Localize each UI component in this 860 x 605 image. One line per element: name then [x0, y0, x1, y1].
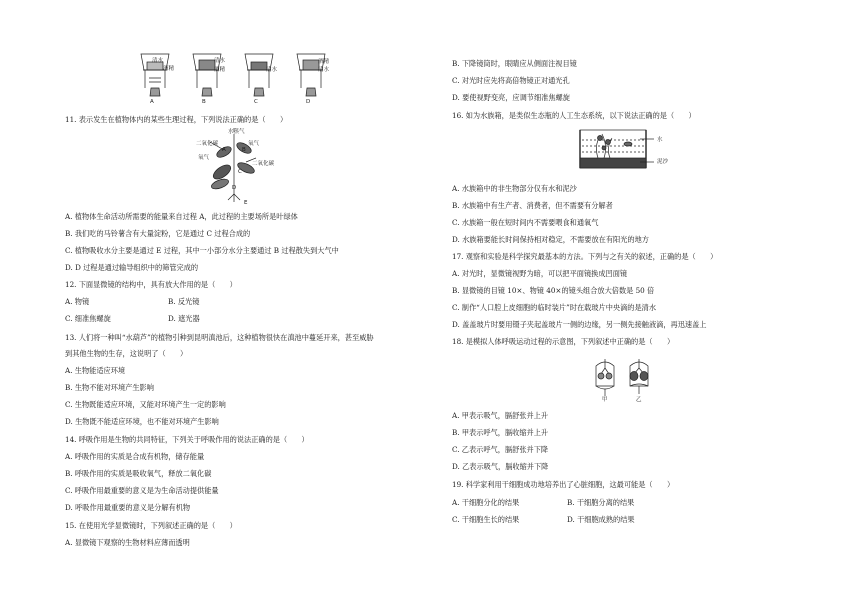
- q18-option-d: D. 乙表示吸气，膈收缩并下降: [452, 462, 549, 471]
- fig10-label-b1: 清水: [214, 58, 226, 64]
- plant-label-e: E: [244, 200, 248, 206]
- q13-option-c: C. 生物既能适应环境，又能对环境产生一定的影响: [65, 400, 226, 409]
- q19-option-a: A. 干细胞分化的结果: [452, 498, 520, 507]
- q13-option-a: A. 生物能适应环境: [65, 366, 126, 375]
- q19-option-d: D. 干细胞成熟的结果: [567, 515, 635, 524]
- q14-stem: 14. 呼吸作用是生物的共同特征，下列关于呼吸作用的说法正确的是（ ）: [65, 435, 309, 444]
- plant-label-vapor: 水蒸气: [228, 129, 245, 135]
- q16-option-c: C. 水族箱一般在短时间内不需要喂食和通氧气: [452, 218, 599, 227]
- q15-option-b: B. 下降镜筒时，眼睛应从侧面注视目镜: [452, 59, 577, 68]
- beakers-figure: [135, 48, 335, 106]
- q12-stem: 12. 下面显微镜的结构中，具有放大作用的是（ ）: [65, 280, 237, 289]
- fig10-label-b2: 酒精: [214, 67, 226, 73]
- q16-option-a: A. 水族箱中的非生物部分仅有水和泥沙: [452, 184, 577, 193]
- q11-option-d: D. D 过程是通过输导组织中的筛管完成的: [65, 263, 199, 272]
- q15-stem: 15. 在使用光学显微镜时，下列叙述正确的是（ ）: [65, 521, 237, 530]
- q18-option-c: C. 乙表示呼气，膈舒张并下降: [452, 445, 549, 454]
- aquarium-figure: [578, 126, 658, 172]
- q14-option-d: D. 呼吸作用最重要的意义是分解有机物: [65, 503, 191, 512]
- beaker-c: [245, 54, 273, 96]
- breathing-label-jia: 甲: [602, 397, 608, 403]
- fig10-label-c1: 清水: [266, 67, 278, 73]
- q13-option-d: D. 生物既不能适应环境，也不能对环境产生影响: [65, 417, 219, 426]
- q14-option-b: B. 呼吸作用的实质是吸收氧气，释放二氧化碳: [65, 469, 212, 478]
- plant-label-o2-a: 氧气: [198, 155, 210, 161]
- plant-label-co2-a: 二氧化碳: [196, 141, 219, 147]
- fig10-label-d2: 酒精: [318, 59, 330, 65]
- q19-option-c: C. 干细胞生长的结果: [452, 515, 520, 524]
- q19-stem: 19. 科学家利用干细胞成功地培养出了心脏细胞，这最可能是（ ）: [452, 480, 675, 489]
- q16-option-b: B. 水族箱中有生产者、消费者，但不需要有分解者: [452, 201, 613, 210]
- q17-option-a: A. 对光时，显微镜视野为暗，可以把平面镜换成凹面镜: [452, 269, 628, 278]
- q17-option-b: B. 显微镜的目镜 10×、物镜 40×的镜头组合放大倍数是 50 倍: [452, 286, 655, 295]
- q15-option-d: D. 要使视野变亮，应调节细准焦螺旋: [452, 93, 570, 102]
- fig10-letter-d: D: [306, 99, 311, 105]
- plant-label-co2-b: 二氧化碳: [252, 161, 275, 167]
- q17-option-d: D. 盖盖玻片时要用镊子夹起盖玻片一侧的边缘，另一侧先接触液滴，再迅速盖上: [452, 320, 707, 329]
- q13-stem-2: 到其他生物的生存，这说明了（ ）: [65, 349, 188, 358]
- q16-stem: 16. 如为水族箱，是类似生态瓶的人工生态系统，以下说法正确的是（ ）: [452, 111, 696, 120]
- q14-option-c: C. 呼吸作用最重要的意义是为生命活动提供能量: [65, 486, 219, 495]
- q17-stem: 17. 观察和实验是科学探究最基本的方法。下列与之有关的叙述，正确的是（ ）: [452, 252, 718, 261]
- fig10-label-a2: 清水: [152, 58, 164, 64]
- aquarium-label-water: 水: [657, 137, 663, 143]
- fig10-letter-a: A: [150, 99, 154, 105]
- breathing-label-yi: 乙: [636, 397, 642, 403]
- fig10-letter-c: C: [254, 99, 258, 105]
- plant-label-a: A: [222, 147, 226, 153]
- plant-label-c: C: [238, 169, 242, 175]
- q17-option-c: C. 制作“人口腔上皮细胞的临时装片”时在载玻片中央滴的是清水: [452, 303, 657, 312]
- fig10-label-a1: 酒精: [163, 66, 175, 72]
- q15-option-c: C. 对光时应先将高倍物镜正对通光孔: [452, 76, 570, 85]
- q14-option-a: A. 呼吸作用的实质是合成有机物，储存能量: [65, 452, 205, 461]
- q12-option-b: B. 反光镜: [168, 297, 200, 306]
- q11-option-c: C. 植物吸收水分主要是通过 E 过程，其中一小部分水分主要通过 B 过程散失到大气中: [65, 246, 339, 255]
- fig10-letter-b: B: [202, 99, 206, 105]
- aquarium-label-mud: 泥沙: [657, 159, 669, 165]
- q12-option-d: D. 遮光器: [168, 314, 200, 323]
- q13-option-b: B. 生物不能对环境产生影响: [65, 383, 154, 392]
- q19-option-b: B. 干细胞分离的结果: [567, 498, 635, 507]
- plant-label-o2-b: 氧气: [248, 141, 260, 147]
- q11-stem: 11. 表示发生在植物体内的某些生理过程，下列说法正确的是（ ）: [65, 115, 288, 124]
- q18-option-b: B. 甲表示呼气，膈收缩并上升: [452, 428, 549, 437]
- q13-stem-1: 13. 人们将一种叫“水葫芦”的植物引种到昆明滇池后，这种植物很快在滇池中蔓延开来，甚至威胁: [65, 333, 374, 342]
- q16-option-d: D. 水族箱要能长时间保持相对稳定，不需要放在有阳光的地方: [452, 235, 649, 244]
- q18-stem: 18. 是模拟人体呼吸运动过程的示意图，下列叙述中正确的是（ ）: [452, 337, 675, 346]
- q15-option-a: A. 显微镜下观察的生物材料应薄而透明: [65, 538, 190, 547]
- plant-label-d: D: [232, 185, 237, 191]
- q12-option-a: A. 物镜: [65, 297, 90, 306]
- q11-option-b: B. 我们吃的马铃薯含有大量淀粉，它是通过 C 过程合成的: [65, 229, 251, 238]
- breathing-model-figure: [590, 356, 660, 400]
- q12-option-c: C. 细准焦螺旋: [65, 314, 111, 323]
- q18-option-a: A. 甲表示吸气，膈舒张并上升: [452, 411, 549, 420]
- plant-label-b: B: [242, 147, 246, 153]
- fig10-label-d3: 清水: [318, 67, 330, 73]
- q11-option-a: A. 植物体生命活动所需要的能量来自过程 A，此过程的主要场所是叶绿体: [65, 212, 298, 221]
